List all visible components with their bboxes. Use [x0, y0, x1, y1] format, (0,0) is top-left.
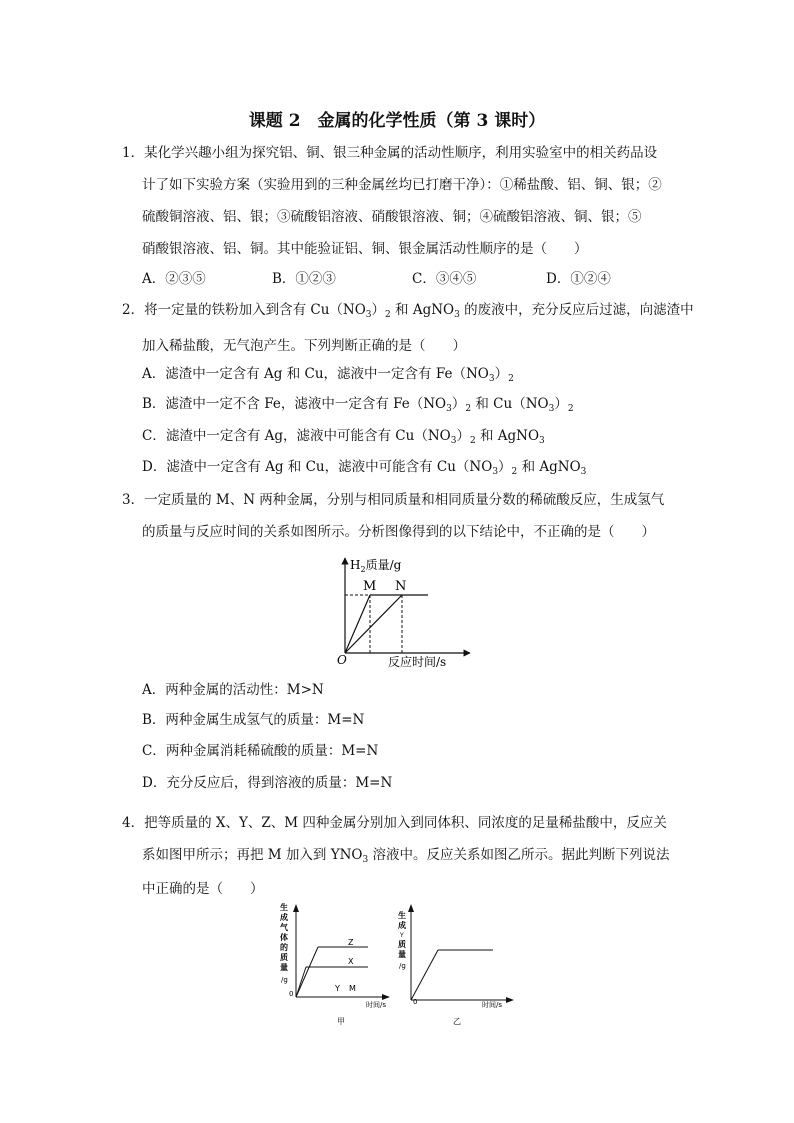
y-arrow: [408, 904, 414, 912]
q2-line-1-part-c: 和 AgNO: [390, 302, 455, 318]
y-axis-label: [280, 902, 289, 984]
svg-text:质: 质: [280, 953, 288, 962]
x-arrow: [382, 994, 390, 1000]
q2-subscript: 2: [385, 310, 391, 320]
curve-m-label: M: [349, 984, 356, 993]
curve-z-label: Z: [348, 938, 354, 947]
q2-option-d-text: 和 AgNO: [517, 459, 581, 475]
q2-subscript: 2: [469, 436, 476, 446]
q2-option-c-text: ）: [456, 428, 470, 444]
q4-line-1: 4．把等质量的 X、Y、Z、M 四种金属分别加入到同体积、同浓度的足量稀盐酸中，反应关: [122, 815, 667, 831]
q2-line-1-part-d: 的废液中，充分反应后过滤，向滤渣中: [459, 302, 694, 318]
page-title: 课题 2 金属的化学性质（第 3 课时）: [248, 111, 546, 131]
q2-subscript: 2: [567, 404, 574, 414]
q3-option-d[interactable]: D．充分反应后，得到溶液的质量：M=N: [142, 775, 393, 791]
q2-option-d-text: ）: [498, 459, 512, 475]
q2-option-a-text: A．滤渣中一定含有 Ag 和 Cu，滤液中一定含有 Fe（NO: [142, 366, 489, 382]
q4-line-3: 中正确的是（ ）: [142, 881, 264, 897]
figure-caption: 甲: [337, 1017, 345, 1026]
figure-jia: [278, 900, 398, 1035]
svg-text:气: 气: [280, 923, 288, 932]
q2-option-d[interactable]: [142, 459, 586, 475]
curve-n-label: N: [395, 579, 407, 594]
q1-option-b[interactable]: B．①②③: [272, 271, 336, 287]
q2-option-b-text: 和 Cu（NO: [471, 396, 549, 412]
q3-option-a[interactable]: A．两种金属的活动性：M>N: [142, 682, 324, 698]
q1-option-a[interactable]: A．②③⑤: [142, 271, 206, 287]
x-axis-label: 反应时间/s: [388, 655, 447, 669]
curve-x-label: X: [348, 957, 354, 966]
svg-text:/g: /g: [399, 962, 406, 970]
svg-text:量: 量: [280, 963, 288, 972]
q2-line-1-part-b: ）: [371, 302, 386, 318]
q4-line-2: [142, 847, 670, 863]
q2-line-1-part-a: 2．将一定量的铁粉加入到含有 Cu（NO: [122, 302, 366, 318]
y-arrow: [293, 904, 299, 912]
q2-option-c[interactable]: [142, 428, 545, 444]
q1-line-4: 硝酸银溶液、铝、铜。其中能验证铝、铜、银金属活动性顺序的是（ ）: [142, 241, 588, 257]
x-axis-label: 时间/s: [366, 1001, 387, 1009]
q2-option-c-text: 和 AgNO: [475, 428, 540, 444]
q2-subscript: 3: [548, 404, 555, 414]
y-axis-label: $H_2$质量/g: [350, 558, 402, 574]
q2-subscript: 2: [511, 467, 518, 477]
q2-subscript: 2: [465, 404, 472, 414]
q3-option-b[interactable]: B．两种金属生成氢气的质量：M=N: [142, 712, 365, 728]
q2-option-b-text: ）: [554, 396, 568, 412]
q2-line-1: [122, 302, 694, 318]
q2-subscript: 3: [580, 467, 587, 477]
q1-option-c[interactable]: C．③④⑤: [412, 271, 477, 287]
q4-subscript: 3: [362, 855, 369, 865]
q2-option-d-text: D．滤渣中一定含有 Ag 和 Cu，滤液中可能含有 Cu（NO: [142, 459, 493, 475]
figure-yi: [395, 900, 520, 1035]
svg-text:/g: /g: [281, 976, 288, 984]
svg-text:成: 成: [280, 913, 288, 922]
curve-n-rise: [345, 595, 402, 653]
svg-text:成: 成: [398, 921, 406, 930]
q2-subscript: 3: [539, 436, 545, 446]
svg-text:Y: Y: [400, 932, 404, 939]
q2-option-b-text: B．滤渣中一定不含 Fe，滤液中一定含有 Fe（NO: [142, 396, 447, 412]
figure-caption: 乙: [453, 1017, 461, 1026]
q4-line-2-part-b: 溶液中。反应关系如图乙所示。据此判断下列说法: [368, 847, 670, 863]
q2-subscript: 3: [492, 467, 499, 477]
q2-subscript: 3: [488, 374, 495, 384]
svg-text:生: 生: [398, 911, 406, 920]
curve-y-label: Y: [335, 984, 340, 993]
hydrogen-mass-graph: [330, 548, 480, 672]
curve-z-rise: [296, 947, 318, 997]
svg-text:质: 质: [398, 940, 406, 949]
origin-label: 0: [289, 990, 294, 998]
q2-option-c-text: C．滤渣中一定含有 Ag，滤液中可能含有 Cu（NO: [142, 428, 451, 444]
origin-label: 0: [413, 998, 418, 1006]
q1-line-2: 计了如下实验方案（实验用到的三种金属丝均已打磨干净）：①稀盐酸、铝、铜、银；②: [142, 177, 662, 193]
q4-line-2-part-a: 系如图甲所示；再把 M 加入到 YNO: [142, 847, 363, 863]
q1-line-3: 硫酸铜溶液、铝、银；③硫酸铝溶液、硝酸银溶液、铜；④硫酸铝溶液、铜、银；⑤: [142, 209, 642, 225]
curve-x-rise: [296, 967, 306, 997]
curve-m-label: M: [363, 579, 377, 594]
q2-subscript: 3: [450, 436, 457, 446]
q1-line-1: 1．某化学兴趣小组为探究铝、铜、银三种金属的活动性顺序，利用实验室中的相关药品设: [122, 145, 658, 161]
q3-line-2: 的质量与反应时间的关系如图所示。分析图像得到的以下结论中，不正确的是（ ）: [142, 524, 655, 540]
q3-option-c[interactable]: C．两种金属消耗稀硫酸的质量：M=N: [142, 743, 379, 759]
q2-line-2: 加入稀盐酸，无气泡产生。下列判断正确的是（ ）: [142, 338, 466, 354]
q3-line-1: 3．一定质量的 M、N 两种金属，分别与相同质量和相同质量分数的稀硫酸反应，生成氢气: [122, 492, 665, 508]
q2-option-b[interactable]: [142, 396, 574, 412]
q1-option-d[interactable]: D．①②④: [546, 271, 611, 287]
svg-text:的: 的: [280, 943, 288, 952]
curve-rise: [411, 950, 438, 1000]
q2-subscript: 2: [508, 374, 514, 384]
q2-subscript: 3: [446, 404, 452, 414]
origin-label: O: [337, 653, 347, 667]
curve-m-rise: [345, 595, 370, 653]
y-axis-label: [398, 910, 406, 970]
x-axis-label: 时间/s: [482, 1001, 503, 1009]
svg-text:体: 体: [280, 933, 288, 942]
q2-subscript: 3: [454, 310, 460, 320]
q2-option-a-text: ）: [494, 366, 509, 382]
svg-text:生: 生: [280, 903, 288, 912]
q2-option-a[interactable]: [142, 366, 514, 382]
svg-text:量: 量: [398, 950, 406, 959]
q2-option-b-text: ）: [451, 396, 466, 412]
q2-subscript: 3: [365, 310, 372, 320]
x-arrow: [506, 997, 514, 1003]
